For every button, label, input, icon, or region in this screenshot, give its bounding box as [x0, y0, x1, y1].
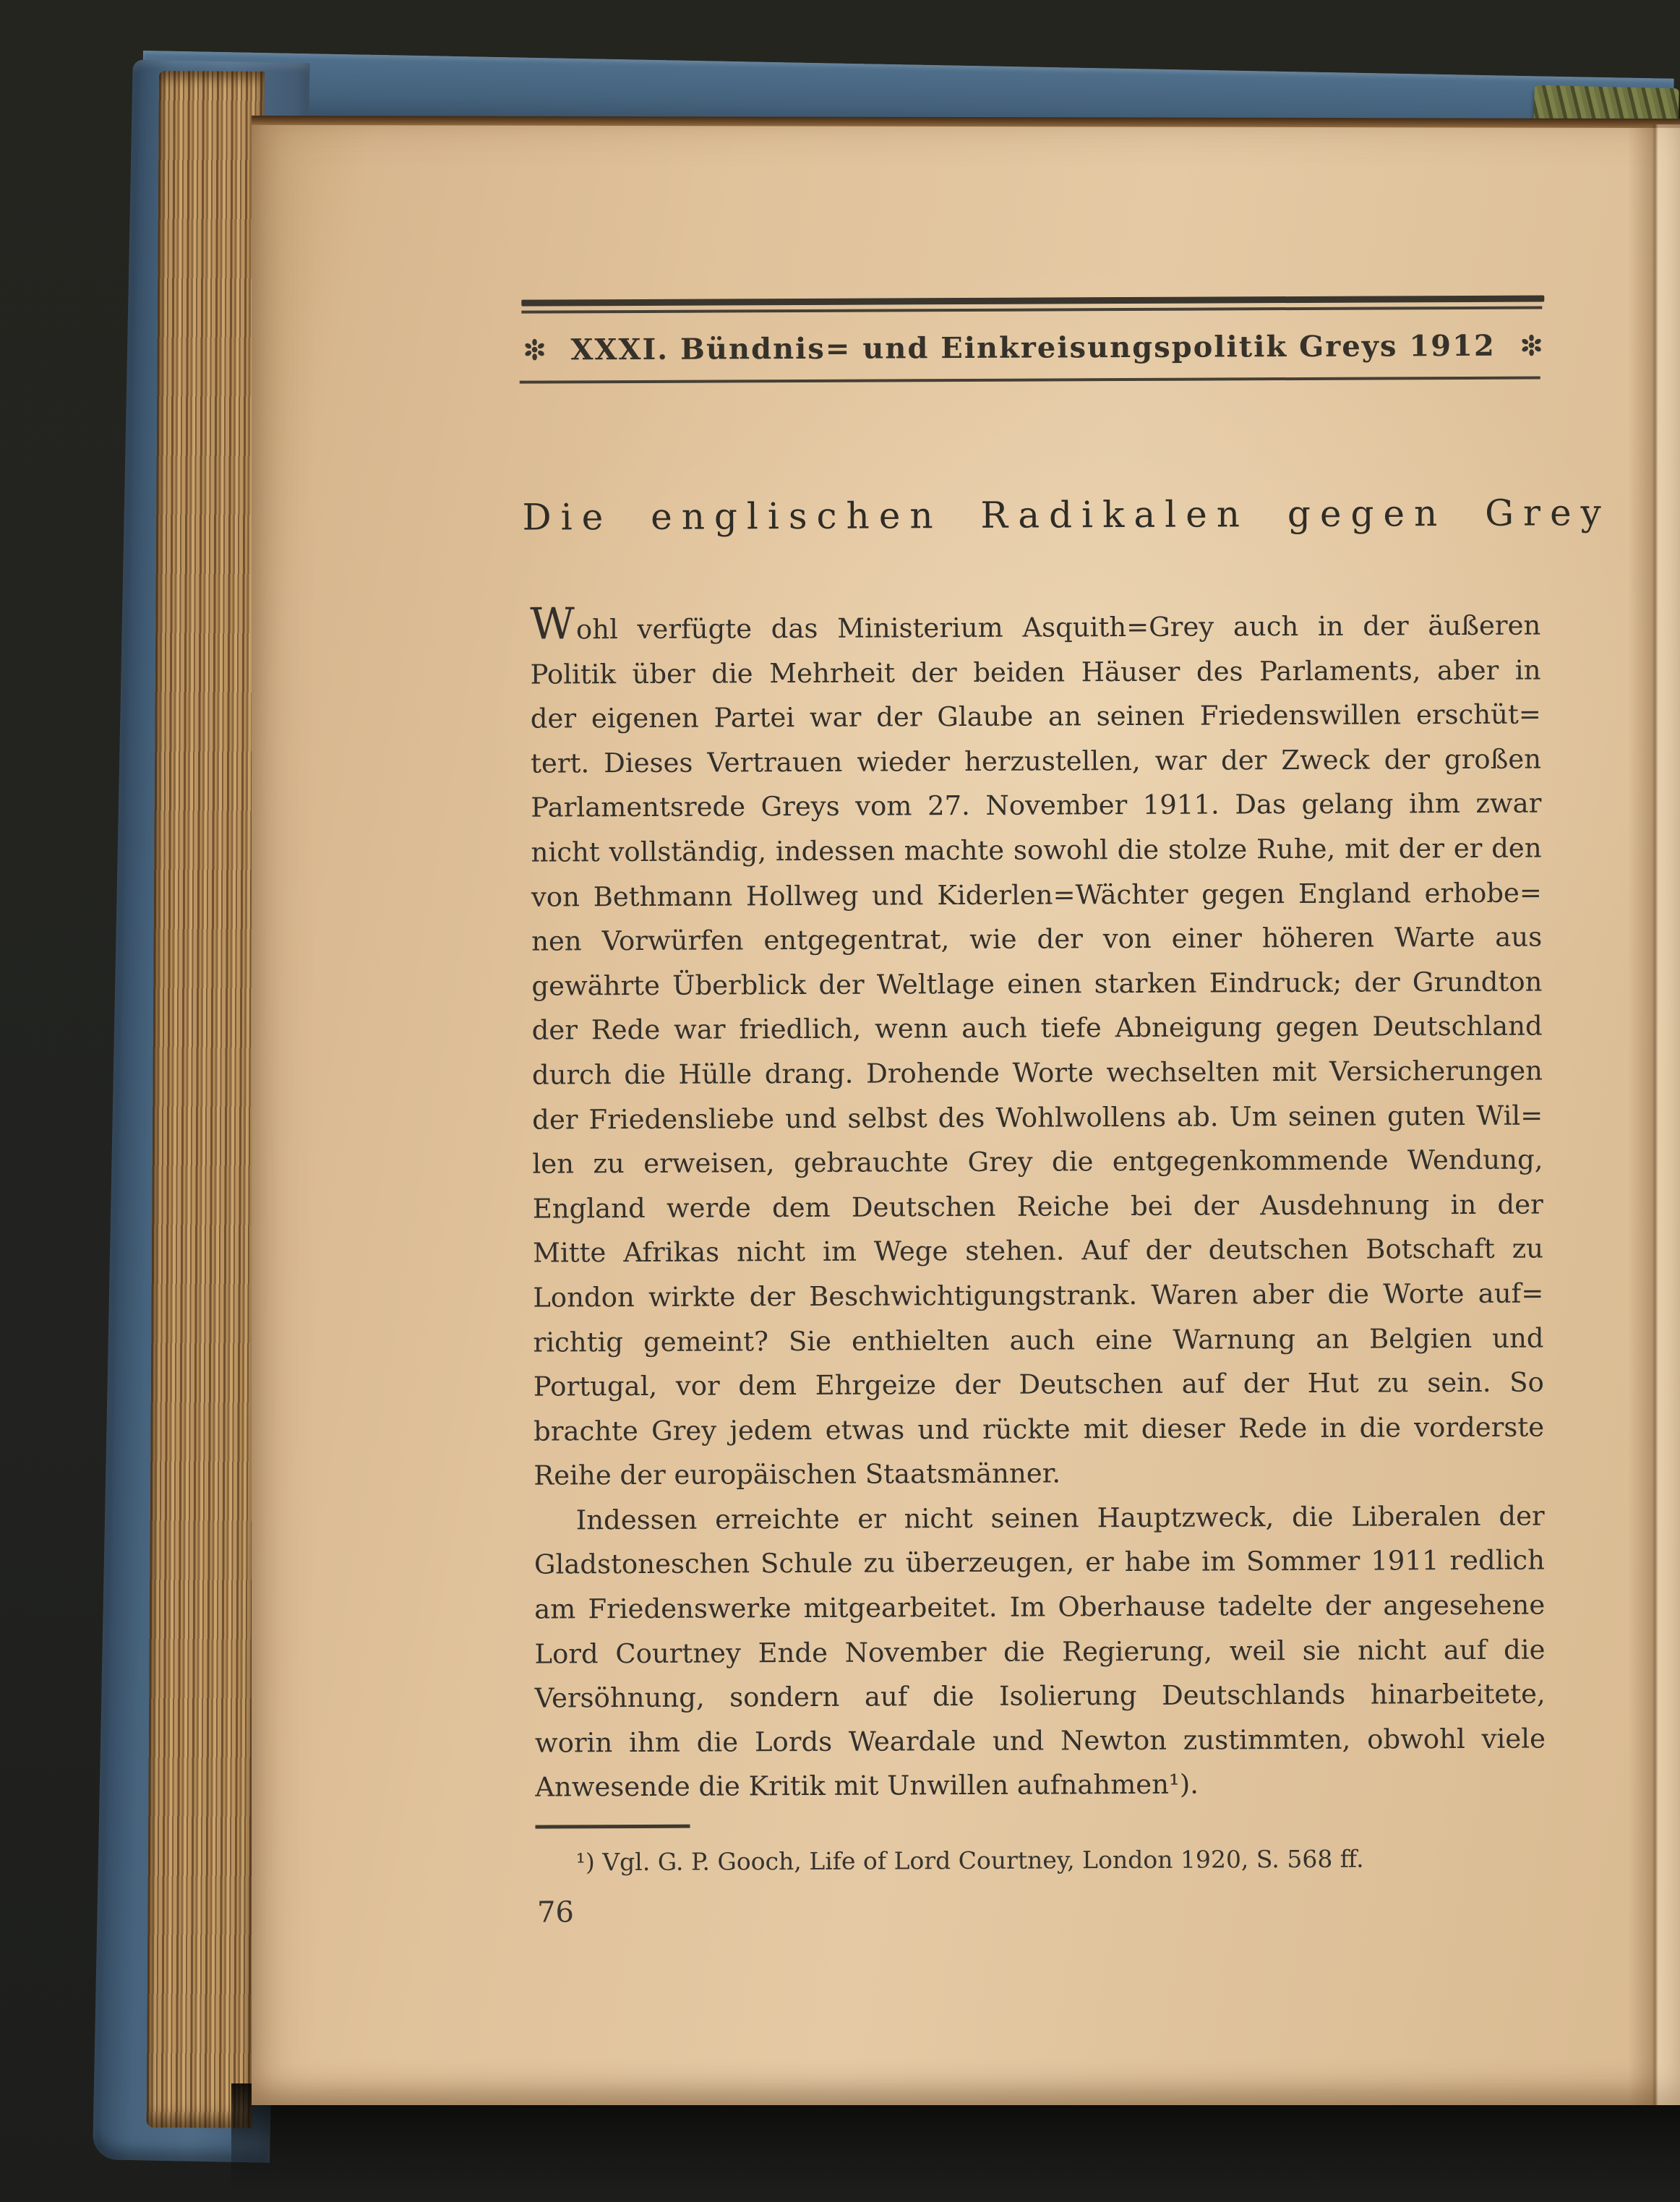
body-line: der Rede war friedlich, wenn auch tiefe Abneigung gegen Deutschland: [531, 1010, 1543, 1046]
body-line: richtig gemeint? Sie enthielten auch eine Warnung an Belgien und: [533, 1322, 1544, 1358]
body-line: worin ihm die Lords Weardale und Newton zustimmten, obwohl viele: [534, 1723, 1546, 1759]
florette-icon: [522, 337, 548, 363]
body-line: Versöhnung, sondern auf die Isolierung Deutschlands hinarbeitete,: [534, 1678, 1546, 1714]
body-line: London wirkte der Beschwichtigungstrank. Waren aber die Worte auf=: [533, 1277, 1544, 1314]
page-stack-fore-edge: [147, 71, 265, 2128]
chapter-title: Die englischen Radikalen gegen Grey: [522, 492, 1611, 539]
chapter-heading: XXXI. Bündnis= und Einkreisungspolitik Greys 1912: [570, 328, 1496, 367]
body-line: nicht vollständig, indessen machte sowohl die stolze Ruhe, mit der er den: [531, 832, 1542, 868]
body-line: von Bethmann Hollweg und Kiderlen=Wächter gegen England erhobe=: [531, 877, 1542, 913]
paragraph-1: [530, 648, 1544, 1498]
body-line-first-rest: ohl verfügte das Ministerium Asquith=Grey auch in der äußeren: [575, 609, 1541, 646]
body-text: [530, 599, 1546, 1810]
body-line: der eigenen Partei war der Glaube an seinen Friedenswillen erschüt=: [530, 698, 1541, 734]
header-rule-thin: [521, 307, 1542, 314]
page-content: [248, 119, 1680, 2109]
body-line: Mitte Afrikas nicht im Wege stehen. Auf der deutschen Botschaft zu: [532, 1233, 1544, 1269]
body-line: England werde dem Deutschen Reiche bei der Ausdehnung in der: [532, 1188, 1543, 1225]
body-line: brachte Grey jedem etwas und rückte mit dieser Rede in die vorderste: [533, 1411, 1545, 1447]
body-line: Politik über die Mehrheit der beiden Häuser des Parlaments, aber in: [530, 654, 1541, 690]
paragraph-2: [534, 1494, 1546, 1809]
body-line: gewährte Überblick der Weltlage einen starken Eindruck; der Grundton: [531, 966, 1543, 1002]
florette-icon: [1518, 332, 1544, 358]
footnote-rule: [535, 1825, 690, 1829]
body-line: Parlamentsrede Greys vom 27. November 1911. Das gelang ihm zwar: [531, 787, 1542, 823]
initial-capital: W: [530, 599, 577, 650]
page-number: 76: [536, 1895, 575, 1929]
body-line-first: [530, 599, 1541, 653]
body-line: len zu erweisen, gebrauchte Grey die entgegenkommende Wendung,: [532, 1144, 1543, 1180]
body-line: Indessen erreichte er nicht seinen Hauptzweck, die Liberalen der: [575, 1500, 1545, 1536]
body-line: tert. Dieses Vertrauen wieder herzustellen, war der Zweck der großen: [530, 743, 1542, 779]
running-header: [521, 322, 1544, 372]
body-line: Lord Courtney Ende November die Regierung, weil sie nicht auf die: [534, 1634, 1546, 1670]
body-line: am Friedenswerke mitgearbeitet. Im Oberhause tadelte der angesehene: [534, 1589, 1546, 1625]
body-line: der Friedensliebe und selbst des Wohlwollens ab. Um seinen guten Wil=: [532, 1100, 1543, 1136]
body-line: Gladstoneschen Schule zu überzeugen, er habe im Sommer 1911 redlich: [533, 1544, 1545, 1581]
footnote: ¹) Vgl. G. P. Gooch, Life of Lord Courtney, London 1920, S. 568 ff.: [575, 1844, 1364, 1877]
body-line: Portugal, vor dem Ehrgeize der Deutschen auf der Hut zu sein. So: [533, 1366, 1544, 1402]
body-line: Anwesende die Kritik mit Unwillen aufnahmen¹).: [535, 1769, 1199, 1804]
book-page: [252, 121, 1680, 2105]
body-line: Reihe der europäischen Staatsmänner.: [533, 1457, 1061, 1491]
body-line: nen Vorwürfen entgegentrat, wie der von einer höheren Warte aus: [531, 921, 1543, 957]
header-rule-bottom: [520, 377, 1540, 384]
body-line: durch die Hülle drang. Drohende Worte wechselten mit Versicherungen: [531, 1055, 1543, 1091]
header-rule-thick: [521, 296, 1544, 307]
